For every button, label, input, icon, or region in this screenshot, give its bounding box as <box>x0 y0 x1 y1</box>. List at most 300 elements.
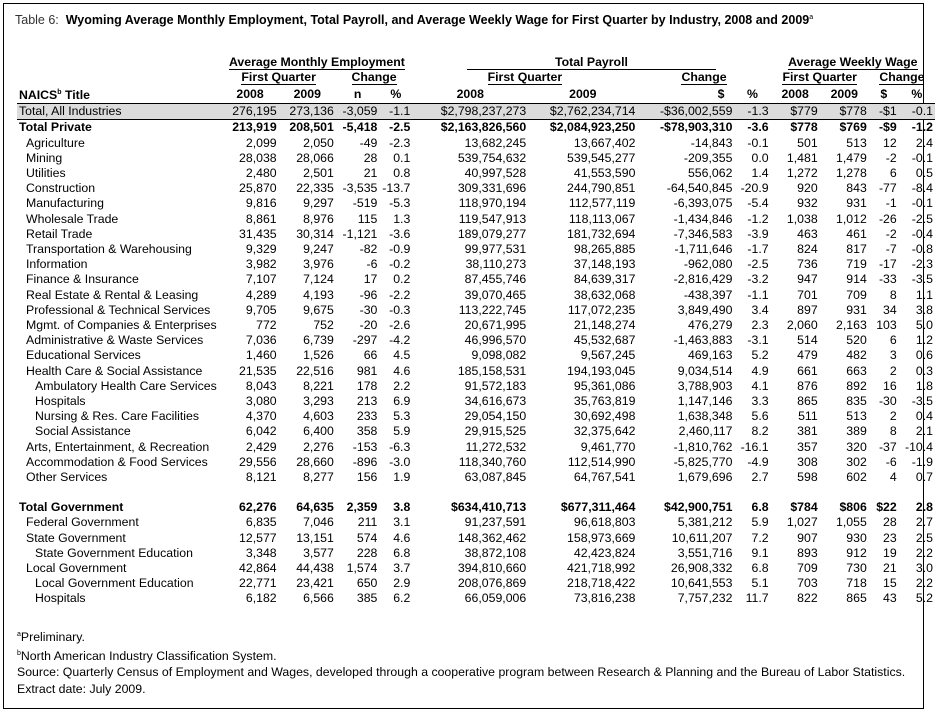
header-emp-2009: 2009 <box>279 85 336 104</box>
cell-emp-2009: 8,976 <box>303 211 334 226</box>
table-row <box>17 348 935 363</box>
header-row-groups <box>17 55 935 70</box>
cell-wage-2008: 932 <box>797 196 818 211</box>
header-pay-change: Change <box>681 70 727 84</box>
cell-wage-change-dollar: 16 <box>883 378 897 393</box>
header-pay-dollar: $ <box>637 85 734 104</box>
cell-emp-2008: 28,038 <box>239 150 277 165</box>
cell-payroll-change-dollar: 10,611,207 <box>671 530 733 545</box>
table-row <box>17 288 935 303</box>
cell-payroll-2009: 41,553,590 <box>573 165 636 180</box>
cell-payroll-2009: 32,375,642 <box>573 424 636 439</box>
cell-payroll-change-dollar: 556,062 <box>687 165 733 180</box>
cell-wage-change-dollar: 28 <box>883 515 897 530</box>
cell-payroll-2009: 539,545,277 <box>567 150 636 165</box>
cell-emp-change-n: 178 <box>356 378 378 393</box>
header-row-quarter <box>17 70 935 85</box>
table-row <box>17 212 935 227</box>
cell-wage-change-dollar: 2 <box>889 363 897 378</box>
cell-payroll-2008: 11,272,532 <box>465 439 527 454</box>
cell-wage-change-pct: 0.4 <box>915 409 933 424</box>
cell-emp-change-pct: 2.2 <box>393 378 411 393</box>
cell-payroll-2009: 218,718,422 <box>567 576 636 591</box>
cell-payroll-change-dollar: -209,355 <box>683 150 733 165</box>
cell-wage-change-pct: 3.0 <box>915 560 933 575</box>
cell-emp-change-n: 650 <box>356 576 378 591</box>
cell-payroll-2008: 34,616,673 <box>464 393 527 408</box>
header-wage-2009: 2009 <box>820 85 869 104</box>
cell-payroll-2009: 112,577,119 <box>568 196 636 211</box>
cell-emp-change-pct: 4.5 <box>393 348 411 363</box>
cell-wage-change-pct: -1.2 <box>911 120 933 135</box>
cell-wage-2009: 2,163 <box>836 317 867 332</box>
cell-payroll-change-dollar: 10,641,553 <box>670 576 733 591</box>
cell-emp-change-pct: -2.2 <box>389 287 411 302</box>
footnote-preliminary: $^a$Preliminary. <box>17 630 85 645</box>
cell-wage-change-pct: 1.1 <box>915 287 933 302</box>
cell-wage-change-dollar: -7 <box>885 241 897 256</box>
cell-emp-change-n: -896 <box>352 454 378 469</box>
cell-wage-change-pct: 1.8 <box>915 378 933 393</box>
cell-emp-2008: 1,460 <box>245 348 277 363</box>
cell-payroll-change-dollar: 476,279 <box>687 317 733 332</box>
cell-emp-change-n: 2,359 <box>346 500 378 515</box>
table-row <box>17 166 935 181</box>
industry-name <box>17 485 221 500</box>
header-emp-first-quarter: First Quarter <box>241 70 316 84</box>
cell-wage-change-dollar: 19 <box>883 545 897 560</box>
header-wage-2008: 2008 <box>771 85 820 104</box>
cell-emp-2008: 3,080 <box>245 393 277 408</box>
cell-emp-change-n: 385 <box>356 591 378 606</box>
table-row <box>17 257 935 272</box>
table-row <box>17 242 935 257</box>
cell-payroll-2008: 29,054,150 <box>464 409 527 424</box>
cell-wage-change-pct: -3.5 <box>911 272 933 287</box>
cell-wage-2008: $778 <box>790 120 818 135</box>
cell-emp-2008: 213,919 <box>232 120 277 135</box>
cell-payroll-change-dollar: -14,843 <box>690 135 733 150</box>
cell-emp-2009: 3,293 <box>303 393 334 408</box>
cell-emp-2008: 276,195 <box>221 104 278 120</box>
table-row <box>17 561 935 576</box>
cell-wage-2009: 931 <box>846 196 867 211</box>
cell-emp-2009: 30,314 <box>296 226 334 241</box>
cell-wage-change-dollar: 2 <box>889 409 897 424</box>
industry-name: Finance & Insurance <box>26 272 139 287</box>
cell-payroll-change-pct: 2.3 <box>751 317 769 332</box>
cell-emp-2008: 29,556 <box>239 454 277 469</box>
cell-payroll-2008: 20,671,995 <box>464 317 527 332</box>
industry-name: Manufacturing <box>26 196 104 211</box>
cell-emp-change-n: -3,535 <box>342 181 378 196</box>
cell-emp-2009: 44,438 <box>296 560 334 575</box>
cell-wage-2008: 824 <box>797 241 818 256</box>
cell-wage-change-dollar: -1 <box>885 196 897 211</box>
industry-name: Administrative & Waste Services <box>26 333 204 348</box>
cell-wage-2008: 381 <box>797 424 818 439</box>
cell-emp-2009: 3,976 <box>303 257 334 272</box>
cell-emp-2009: 22,335 <box>296 181 334 196</box>
cell-wage-change-pct: 2.5 <box>915 530 933 545</box>
cell-emp-change-n: -49 <box>359 135 378 150</box>
cell-payroll-change-pct: -1.3 <box>734 104 770 120</box>
cell-wage-2009: 1,012 <box>836 211 867 226</box>
cell-wage-change-dollar: -30 <box>878 393 897 408</box>
table-row <box>17 151 935 166</box>
industry-name: Accommodation & Food Services <box>26 454 208 469</box>
cell-emp-change-pct: 5.3 <box>393 409 411 424</box>
cell-payroll-2008: 189,079,277 <box>457 226 527 241</box>
cell-wage-2009: $806 <box>839 500 867 515</box>
cell-wage-change-dollar: 23 <box>883 530 897 545</box>
cell-emp-change-n: -82 <box>359 241 378 256</box>
table-row <box>17 440 935 455</box>
cell-wage-change-dollar: -26 <box>878 211 897 226</box>
cell-payroll-2008: 66,059,006 <box>464 591 527 606</box>
cell-payroll-2009: 84,639,317 <box>573 272 636 287</box>
cell-wage-2008: 876 <box>797 378 818 393</box>
cell-emp-change-pct: 6.9 <box>393 393 411 408</box>
cell-wage-change-pct: 2.1 <box>915 424 933 439</box>
cell-wage-2009: 912 <box>846 545 867 560</box>
header-pay-2009: 2009 <box>528 85 637 104</box>
cell-wage-2008: $784 <box>790 500 818 515</box>
cell-wage-2008: 736 <box>797 257 818 272</box>
cell-wage-2008: 701 <box>797 287 818 302</box>
cell-emp-2008: 9,705 <box>245 302 277 317</box>
cell-payroll-2008: 13,682,245 <box>464 135 527 150</box>
cell-emp-2009: 1,526 <box>303 348 334 363</box>
cell-payroll-change-dollar: 2,460,117 <box>678 424 733 439</box>
cell-wage-change-dollar: -2 <box>885 150 897 165</box>
cell-payroll-2009: 13,667,402 <box>573 135 636 150</box>
cell-payroll-change-dollar: -1,463,883 <box>673 333 733 348</box>
cell-wage-2009: 513 <box>846 135 867 150</box>
cell-emp-2008: 7,036 <box>245 333 277 348</box>
cell-emp-change-pct: -2.6 <box>389 317 411 332</box>
cell-emp-2008: 772 <box>256 317 277 332</box>
header-wage-pct: % <box>899 85 935 104</box>
cell-emp-2008: 22,771 <box>239 576 277 591</box>
table-row <box>17 515 935 530</box>
cell-wage-2008: 479 <box>797 348 818 363</box>
cell-payroll-change-pct: 9.1 <box>751 545 769 560</box>
cell-emp-2009: 28,660 <box>296 454 334 469</box>
cell-payroll-2009: 117,072,235 <box>567 302 636 317</box>
cell-payroll-2008: 38,872,108 <box>464 545 527 560</box>
cell-emp-change-n: 115 <box>357 211 378 226</box>
header-naics-title: NAICS$^b$ Title <box>17 85 221 104</box>
cell-payroll-change-dollar: -2,816,429 <box>673 272 733 287</box>
cell-emp-change-pct: -5.3 <box>389 196 411 211</box>
cell-emp-change-pct: 0.1 <box>393 150 411 165</box>
cell-wage-change-pct: 0.7 <box>915 469 933 484</box>
industry-name: Retail Trade <box>26 226 93 241</box>
cell-emp-change-n: 156 <box>356 469 378 484</box>
cell-wage-change-pct: 2.2 <box>915 545 933 560</box>
cell-emp-2009: 2,501 <box>303 165 334 180</box>
cell-emp-2008: 6,042 <box>245 424 277 439</box>
cell-wage-2009: $778 <box>820 104 869 120</box>
cell-wage-change-pct: -0.1 <box>911 196 933 211</box>
cell-emp-2008: 8,861 <box>245 211 277 226</box>
cell-wage-change-pct: 3.8 <box>915 302 933 317</box>
cell-wage-change-dollar: -$9 <box>878 120 897 135</box>
cell-emp-2008: 12,577 <box>239 530 277 545</box>
table-row <box>17 196 935 211</box>
cell-payroll-2009: 37,148,193 <box>573 257 636 272</box>
cell-emp-change-n: 211 <box>357 515 378 530</box>
cell-emp-2009: 8,221 <box>303 378 334 393</box>
table-row <box>17 591 935 606</box>
cell-wage-change-dollar: 8 <box>889 424 897 439</box>
cell-emp-2009: 6,566 <box>303 591 334 606</box>
table-label: Table 6: <box>15 13 59 27</box>
cell-wage-2009: 719 <box>846 257 867 272</box>
cell-payroll-2008: 91,237,591 <box>464 515 527 530</box>
cell-wage-change-dollar: 15 <box>883 576 897 591</box>
cell-emp-change-n: 17 <box>363 272 378 287</box>
table-row <box>17 227 935 242</box>
cell-emp-2009: 7,046 <box>303 515 334 530</box>
cell-wage-change-pct: 0.5 <box>915 165 933 180</box>
header-wage-change: Change <box>879 70 925 84</box>
industry-name: Utilities <box>26 165 66 180</box>
cell-wage-2008: 357 <box>797 439 818 454</box>
cell-wage-change-pct: -0.4 <box>911 226 933 241</box>
table-row <box>17 272 935 287</box>
header-wage: Average Weekly Wage <box>788 55 918 69</box>
cell-payroll-change-pct: 1.4 <box>751 165 769 180</box>
cell-payroll-2008: 91,572,183 <box>464 378 527 393</box>
industry-name: Health Care & Social Assistance <box>26 363 203 378</box>
header-wage-dollar: $ <box>869 85 899 104</box>
cell-payroll-change-dollar: $42,900,751 <box>664 500 733 515</box>
cell-emp-change-n: -6 <box>366 257 378 272</box>
header-pay-first-quarter: First Quarter <box>487 70 563 84</box>
cell-wage-2008: 1,027 <box>786 515 818 530</box>
cell-payroll-2009: 45,532,687 <box>573 333 636 348</box>
cell-payroll-2008: 29,915,525 <box>464 424 527 439</box>
cell-payroll-change-pct: 5.2 <box>751 348 769 363</box>
table-row <box>17 333 935 348</box>
cell-emp-2008: 2,429 <box>245 439 277 454</box>
cell-emp-2009: 13,151 <box>296 530 334 545</box>
industry-name: Arts, Entertainment, & Recreation <box>26 439 210 454</box>
cell-wage-change-pct: -10.4 <box>904 439 933 454</box>
cell-wage-2008: 463 <box>797 226 818 241</box>
cell-emp-2009: 273,136 <box>279 104 336 120</box>
industry-name: Hospitals <box>35 393 86 408</box>
cell-wage-2008: 920 <box>797 181 818 196</box>
footnotes <box>17 627 905 697</box>
cell-wage-change-dollar: 103 <box>876 317 897 332</box>
cell-emp-change-pct: 0.2 <box>393 272 411 287</box>
cell-emp-change-pct: 6.8 <box>393 545 411 560</box>
cell-emp-2008: 4,289 <box>245 287 277 302</box>
cell-wage-2008: 907 <box>797 530 818 545</box>
cell-emp-change-pct: 3.8 <box>393 500 411 515</box>
cell-wage-2008: 947 <box>797 272 818 287</box>
cell-emp-2009: 208,501 <box>289 120 334 135</box>
cell-payroll-change-pct: -1.1 <box>747 287 769 302</box>
header-row-columns <box>17 85 935 104</box>
cell-wage-change-pct: -2.5 <box>911 211 933 226</box>
cell-emp-2009: 22,516 <box>296 363 334 378</box>
table-row <box>17 303 935 318</box>
cell-payroll-change-pct: -3.6 <box>747 120 769 135</box>
cell-emp-change-n: 233 <box>356 409 378 424</box>
table-body <box>17 104 935 607</box>
cell-emp-change-pct: -6.3 <box>389 439 411 454</box>
cell-payroll-2008: 185,158,531 <box>457 363 527 378</box>
table-row <box>17 379 935 394</box>
cell-emp-change-n: -519 <box>352 196 378 211</box>
cell-payroll-2009: 421,718,992 <box>567 560 636 575</box>
cell-wage-2008: 2,060 <box>786 317 818 332</box>
cell-emp-2008: 9,329 <box>245 241 277 256</box>
table-row <box>17 546 935 561</box>
cell-emp-2008: 6,835 <box>245 515 277 530</box>
cell-payroll-2009: 21,148,274 <box>573 317 636 332</box>
industry-name: Total Private <box>19 120 92 135</box>
cell-wage-change-pct: 5.2 <box>915 591 933 606</box>
cell-emp-2008: 3,982 <box>245 257 277 272</box>
cell-payroll-2009: 35,763,819 <box>573 393 636 408</box>
cell-payroll-change-pct: 2.7 <box>751 469 769 484</box>
industry-name: Ambulatory Health Care Services <box>35 378 217 393</box>
cell-wage-2009: $769 <box>839 120 867 135</box>
cell-wage-2008: 897 <box>797 302 818 317</box>
cell-emp-change-n: 228 <box>356 545 378 560</box>
cell-emp-2009: 3,577 <box>303 545 334 560</box>
table-row <box>17 500 935 515</box>
cell-emp-change-pct: 4.6 <box>393 363 411 378</box>
cell-payroll-2008: 39,070,465 <box>464 287 527 302</box>
industry-name: Nursing & Res. Care Facilities <box>35 409 200 424</box>
cell-payroll-2009: 38,632,068 <box>573 287 636 302</box>
table-title <box>15 13 813 27</box>
cell-wage-change-pct: 2.7 <box>915 515 933 530</box>
cell-payroll-change-dollar: -7,346,583 <box>673 226 733 241</box>
cell-payroll-change-pct: -5.4 <box>747 196 769 211</box>
industry-name: Hospitals <box>35 591 86 606</box>
cell-emp-2008: 25,870 <box>239 181 277 196</box>
cell-payroll-change-pct: -3.9 <box>747 226 769 241</box>
industry-name: Local Government <box>26 560 127 575</box>
cell-wage-2009: 931 <box>846 302 867 317</box>
industry-name: Wholesale Trade <box>26 211 119 226</box>
cell-wage-change-pct: 5.0 <box>915 317 933 332</box>
cell-payroll-2008: 46,996,570 <box>464 333 527 348</box>
cell-emp-change-n: -297 <box>352 333 378 348</box>
cell-payroll-2008: 118,340,760 <box>458 454 527 469</box>
cell-wage-change-pct: 0.6 <box>915 348 933 363</box>
cell-payroll-change-pct: -3.1 <box>747 333 769 348</box>
cell-wage-2008: $779 <box>771 104 820 120</box>
cell-wage-change-pct: 0.3 <box>915 363 933 378</box>
cell-payroll-2009: 42,423,824 <box>573 545 636 560</box>
industry-name: Construction <box>26 181 96 196</box>
header-pay-pct: % <box>734 85 770 104</box>
table-row <box>17 136 935 151</box>
cell-payroll-2009: 181,732,694 <box>567 226 636 241</box>
cell-emp-2009: 2,050 <box>303 135 334 150</box>
cell-payroll-change-pct: 3.3 <box>751 393 769 408</box>
cell-wage-2008: 308 <box>797 454 818 469</box>
cell-emp-change-n: -5,418 <box>342 120 378 135</box>
cell-emp-change-n: 574 <box>356 530 378 545</box>
cell-wage-change-dollar: 6 <box>889 333 897 348</box>
cell-emp-2008: 21,535 <box>239 363 277 378</box>
cell-wage-2009: 520 <box>846 333 867 348</box>
cell-payroll-change-dollar: -5,825,770 <box>673 454 733 469</box>
cell-wage-2008: 1,481 <box>786 150 818 165</box>
cell-wage-change-dollar: 8 <box>889 287 897 302</box>
cell-wage-2009: 1,278 <box>836 165 867 180</box>
header-emp-n: n <box>336 85 380 104</box>
cell-payroll-change-dollar: 26,908,332 <box>670 560 733 575</box>
cell-payroll-change-pct: 11.7 <box>745 591 769 606</box>
cell-payroll-change-dollar: 9,034,514 <box>677 363 733 378</box>
cell-emp-2009: 28,066 <box>296 150 334 165</box>
cell-wage-change-pct: 2.8 <box>915 500 933 515</box>
cell-payroll-change-dollar: 1,679,696 <box>677 469 733 484</box>
cell-emp-2009: 4,603 <box>303 409 334 424</box>
header-employment: Average Monthly Employment <box>228 55 405 69</box>
cell-payroll-2009: 98,265,885 <box>573 241 636 256</box>
table-row <box>17 470 935 485</box>
cell-emp-change-pct: -1.1 <box>379 104 412 120</box>
cell-emp-change-pct: -3.0 <box>389 454 411 469</box>
cell-payroll-2009: 30,692,498 <box>573 409 636 424</box>
header-emp-pct: % <box>379 85 412 104</box>
cell-emp-2009: 64,635 <box>296 500 334 515</box>
cell-emp-2009: 9,675 <box>303 302 334 317</box>
cell-emp-change-pct: 5.9 <box>393 424 411 439</box>
industry-name: Local Government Education <box>35 576 194 591</box>
cell-wage-2008: 703 <box>797 576 818 591</box>
spacer-cell <box>221 485 935 500</box>
industry-name: State Government Education <box>35 545 193 560</box>
cell-payroll-change-pct: 5.6 <box>751 409 769 424</box>
cell-payroll-change-dollar: 1,638,348 <box>677 409 733 424</box>
cell-payroll-change-pct: 4.9 <box>751 363 769 378</box>
cell-wage-2009: 461 <box>846 226 867 241</box>
table-row <box>17 424 935 439</box>
cell-emp-change-n: -3,059 <box>336 104 380 120</box>
cell-emp-2009: 9,297 <box>303 196 334 211</box>
cell-emp-2009: 7,124 <box>303 272 334 287</box>
table-row <box>17 576 935 591</box>
cell-emp-2008: 2,480 <box>245 165 277 180</box>
cell-payroll-2009: $2,762,234,714 <box>528 104 637 120</box>
cell-wage-change-pct: 2.4 <box>915 135 933 150</box>
cell-payroll-change-pct: -4.9 <box>747 454 769 469</box>
cell-emp-change-n: -153 <box>352 439 378 454</box>
cell-wage-2008: 598 <box>797 469 818 484</box>
cell-payroll-change-dollar: 3,849,490 <box>677 302 733 317</box>
table-row <box>17 531 935 546</box>
table-title-text: Wyoming Average Monthly Employment, Total Payroll, and Average Weekly Wage for First Quarter by Industry, 2008 and 2009 <box>65 13 810 27</box>
cell-emp-change-n: -1,121 <box>342 226 378 241</box>
industry-name: Information <box>26 257 88 272</box>
cell-payroll-change-pct: 5.9 <box>751 515 769 530</box>
cell-payroll-change-pct: 6.8 <box>751 500 769 515</box>
cell-emp-2008: 42,864 <box>239 560 277 575</box>
cell-emp-change-pct: -0.2 <box>389 257 411 272</box>
